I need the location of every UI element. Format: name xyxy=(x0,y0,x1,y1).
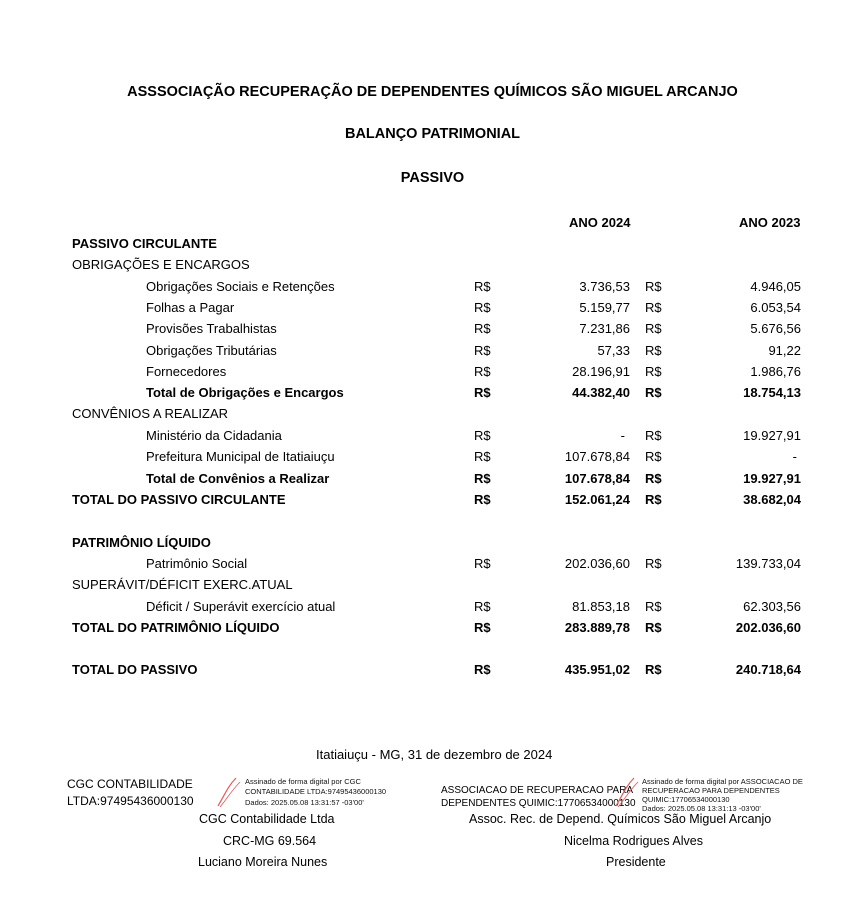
column-header-2024: ANO 2024 xyxy=(569,215,631,230)
currency-label: R$ xyxy=(474,449,491,464)
currency-label: R$ xyxy=(645,449,662,464)
row-label: Fornecedores xyxy=(146,364,227,379)
currency-label: R$ xyxy=(645,385,662,400)
table-row xyxy=(0,447,865,467)
currency-label: R$ xyxy=(474,556,491,571)
right-signer-line2: DEPENDENTES QUIMIC:17706534000130 xyxy=(441,798,636,809)
group-heading-row xyxy=(0,255,865,275)
value-2023: - xyxy=(792,449,797,464)
value-2024: 44.382,40 xyxy=(572,385,630,400)
value-2024: 81.853,18 xyxy=(572,599,630,614)
currency-label: R$ xyxy=(474,279,491,294)
value-2024: - xyxy=(620,428,625,443)
row-label: Provisões Trabalhistas xyxy=(146,321,277,336)
value-2023: 18.754,13 xyxy=(743,385,801,400)
left-stamp-line2: CONTABILIDADE LTDA:97495436000130 xyxy=(245,787,387,796)
value-2023: 5.676,56 xyxy=(750,321,801,336)
currency-label: R$ xyxy=(645,599,662,614)
row-label: Obrigações Sociais e Retenções xyxy=(146,279,335,294)
table-row xyxy=(0,362,865,382)
table-row xyxy=(0,298,865,318)
currency-label: R$ xyxy=(645,428,662,443)
value-2023: 38.682,04 xyxy=(743,492,801,507)
currency-label: R$ xyxy=(645,300,662,315)
left-stamp-line1: Assinado de forma digital por CGC xyxy=(245,777,361,786)
group-heading-row xyxy=(0,404,865,424)
currency-label: R$ xyxy=(645,492,662,507)
table-row xyxy=(0,426,865,446)
currency-label: R$ xyxy=(474,599,491,614)
currency-label: R$ xyxy=(645,620,662,635)
grand-total-row xyxy=(0,660,865,680)
right-stamp-line1: Assinado de forma digital por ASSOCIACAO DE xyxy=(642,777,803,786)
value-2023: 19.927,91 xyxy=(743,428,801,443)
total-row xyxy=(0,618,865,638)
value-2023: 6.053,54 xyxy=(750,300,801,315)
right-stamp-line2: RECUPERACAO PARA DEPENDENTES xyxy=(642,786,780,795)
section-heading-row xyxy=(0,533,865,553)
currency-label: R$ xyxy=(474,471,491,486)
value-2024: 28.196,91 xyxy=(572,364,630,379)
right-name-3: Presidente xyxy=(606,855,666,869)
value-2024: 57,33 xyxy=(597,343,630,358)
currency-label: R$ xyxy=(474,662,491,677)
currency-label: R$ xyxy=(645,471,662,486)
value-2024: 7.231,86 xyxy=(579,321,630,336)
value-2024: 3.736,53 xyxy=(579,279,630,294)
table-row xyxy=(0,597,865,617)
currency-label: R$ xyxy=(474,385,491,400)
value-2023: 139.733,04 xyxy=(735,556,801,571)
row-label: Obrigações Tributárias xyxy=(146,343,277,358)
currency-label: R$ xyxy=(474,321,491,336)
right-signer-line1: ASSOCIACAO DE RECUPERACAO PARA xyxy=(441,785,634,796)
total-row xyxy=(0,490,865,510)
subtotal-row xyxy=(0,469,865,489)
right-name-2: Nicelma Rodrigues Alves xyxy=(564,834,703,848)
right-stamp-line3: QUIMIC:17706534000130 xyxy=(642,795,730,804)
place-date: Itatiaiuçu - MG, 31 de dezembro de 2024 xyxy=(316,747,553,762)
section-title: PASSIVO xyxy=(400,170,465,186)
subtotal-row xyxy=(0,383,865,403)
right-stamp-line4: Dados: 2025.05.08 13:31:13 -03'00' xyxy=(642,804,761,813)
section-heading-row xyxy=(0,234,865,254)
value-2023: 19.927,91 xyxy=(743,471,801,486)
value-2023: 240.718,64 xyxy=(735,662,801,677)
group-heading: OBRIGAÇÕES E ENCARGOS xyxy=(72,257,250,272)
org-title: ASSSOCIAÇÃO RECUPERAÇÃO DE DEPENDENTES QUÍMICOS SÃO MIGUEL ARCANJO xyxy=(127,84,738,100)
currency-label: R$ xyxy=(474,428,491,443)
table-row xyxy=(0,341,865,361)
row-label: TOTAL DO PATRIMÔNIO LÍQUIDO xyxy=(72,620,280,635)
left-stamp-line3: Dados: 2025.05.08 13:31:57 -03'00' xyxy=(245,798,364,807)
value-2024: 283.889,78 xyxy=(564,620,630,635)
left-name-3: Luciano Moreira Nunes xyxy=(198,855,328,869)
row-label: Déficit / Superávit exercício atual xyxy=(146,599,336,614)
value-2023: 4.946,05 xyxy=(750,279,801,294)
section-heading: PATRIMÔNIO LÍQUIDO xyxy=(72,535,211,550)
table-row xyxy=(0,319,865,339)
value-2024: 152.061,24 xyxy=(564,492,630,507)
row-label: Prefeitura Municipal de Itatiaiuçu xyxy=(146,449,335,464)
value-2024: 202.036,60 xyxy=(564,556,630,571)
table-row xyxy=(0,277,865,297)
currency-label: R$ xyxy=(645,279,662,294)
row-label: Ministério da Cidadania xyxy=(146,428,282,443)
currency-label: R$ xyxy=(645,343,662,358)
signature-mark xyxy=(612,776,642,810)
row-label: Total de Obrigações e Encargos xyxy=(146,385,344,400)
left-signer-line1: CGC CONTABILIDADE xyxy=(67,777,193,791)
value-2024: 107.678,84 xyxy=(564,471,630,486)
currency-label: R$ xyxy=(474,300,491,315)
currency-label: R$ xyxy=(474,620,491,635)
row-label: Patrimônio Social xyxy=(146,556,248,571)
group-heading-row xyxy=(0,575,865,595)
currency-label: R$ xyxy=(645,321,662,336)
currency-label: R$ xyxy=(474,364,491,379)
row-label: Folhas a Pagar xyxy=(146,300,235,315)
column-header-2023: ANO 2023 xyxy=(739,215,801,230)
row-label: TOTAL DO PASSIVO xyxy=(72,662,198,677)
left-name-1: CGC Contabilidade Ltda xyxy=(199,812,335,826)
value-2023: 1.986,76 xyxy=(750,364,801,379)
row-label: TOTAL DO PASSIVO CIRCULANTE xyxy=(72,492,286,507)
right-name-1: Assoc. Rec. de Depend. Químicos São Miguel Arcanjo xyxy=(469,812,772,826)
value-2024: 435.951,02 xyxy=(564,662,630,677)
row-label: Total de Convênios a Realizar xyxy=(146,471,330,486)
value-2023: 62.303,56 xyxy=(743,599,801,614)
value-2023: 91,22 xyxy=(768,343,801,358)
currency-label: R$ xyxy=(645,556,662,571)
left-name-2: CRC-MG 69.564 xyxy=(223,834,317,848)
group-heading: CONVÊNIOS A REALIZAR xyxy=(72,406,229,421)
currency-label: R$ xyxy=(474,343,491,358)
currency-label: R$ xyxy=(645,364,662,379)
report-title: BALANÇO PATRIMONIAL xyxy=(344,126,521,142)
value-2024: 107.678,84 xyxy=(564,449,630,464)
left-signer-line2: LTDA:97495436000130 xyxy=(67,794,194,808)
value-2024: 5.159,77 xyxy=(579,300,630,315)
currency-label: R$ xyxy=(474,492,491,507)
group-heading: SUPERÁVIT/DÉFICIT EXERC.ATUAL xyxy=(72,577,293,592)
currency-label: R$ xyxy=(645,662,662,677)
table-row xyxy=(0,554,865,574)
signature-mark xyxy=(214,776,244,810)
value-2023: 202.036,60 xyxy=(735,620,801,635)
section-heading: PASSIVO CIRCULANTE xyxy=(72,236,217,251)
